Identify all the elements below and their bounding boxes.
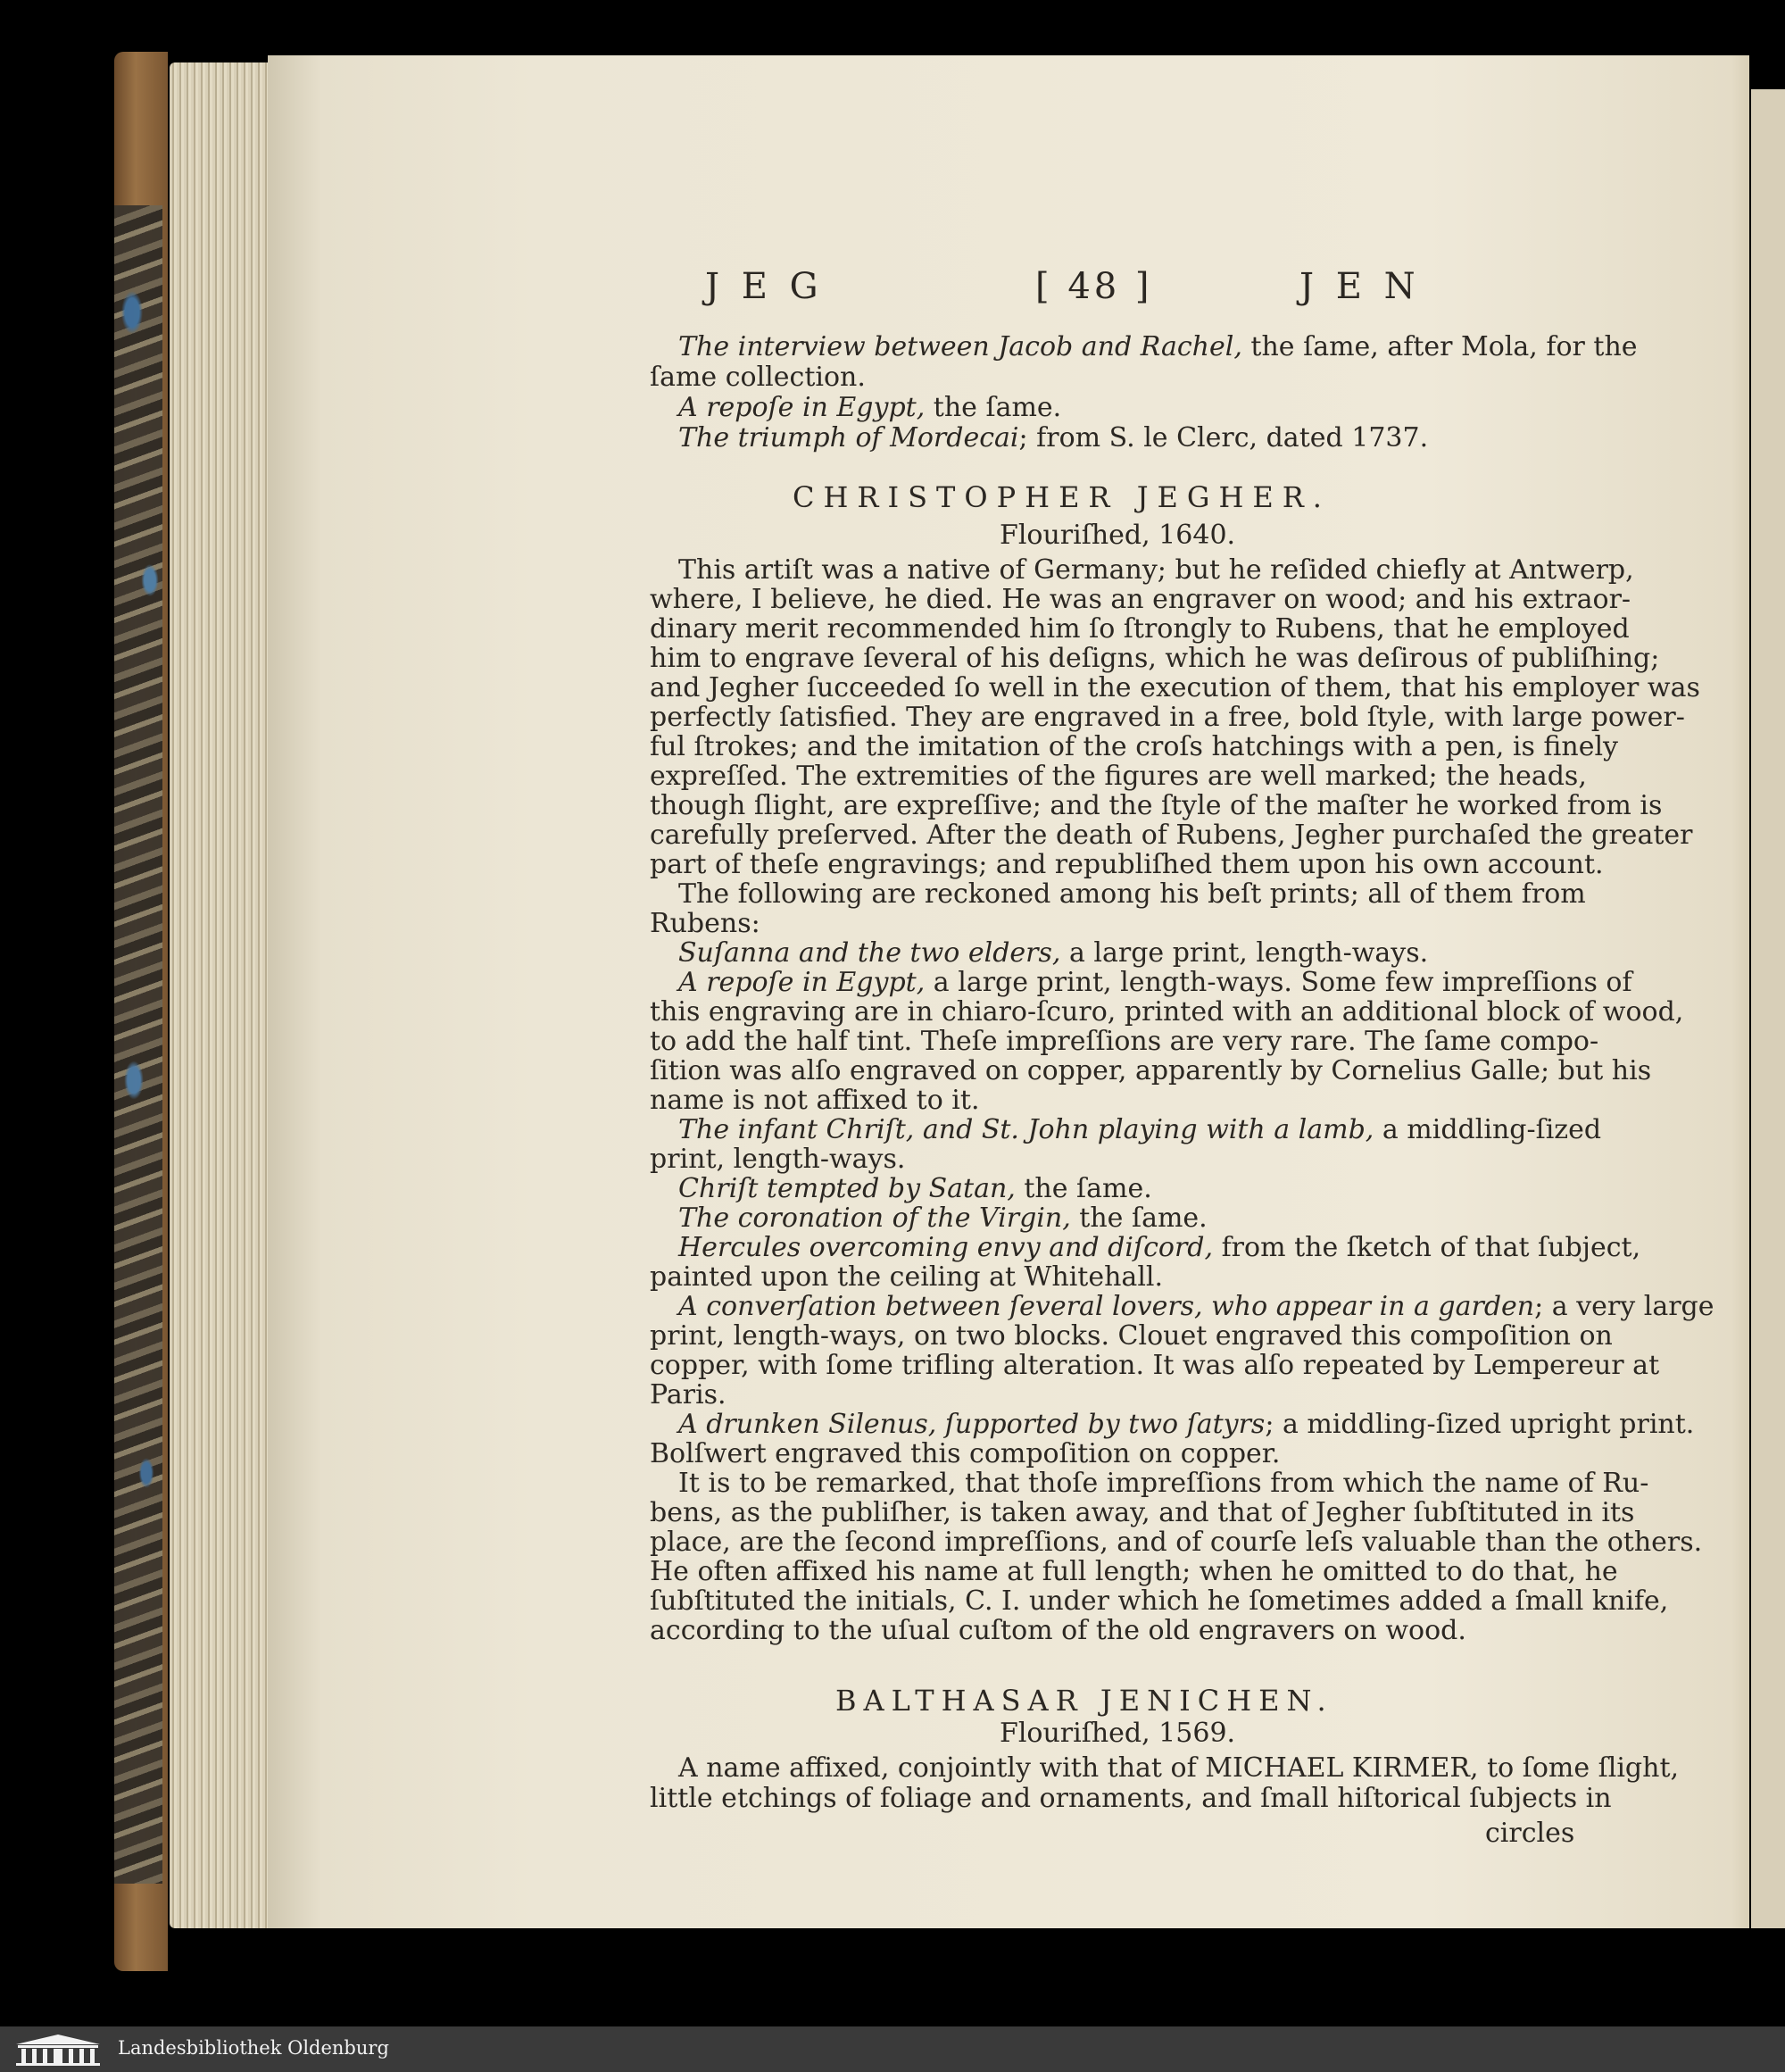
text-line: [650, 820, 1693, 851]
line-text: name is not affixed to it.: [650, 1085, 980, 1116]
text-line: [650, 1497, 1635, 1528]
line-text: a large print, length-ways.: [1060, 937, 1429, 969]
line-text: carefully preſerved. After the death of Rubens, Jegher purchaſed the greater: [650, 820, 1693, 851]
italic-title: The infant Chriſt, and St. John playing with a lamb,: [678, 1114, 1374, 1145]
text-line: [650, 1350, 1660, 1381]
page-number: [ 48 ]: [1035, 266, 1153, 307]
text-line: [650, 643, 1660, 674]
library-building-icon: [9, 2032, 107, 2068]
line-text: the ſame.: [1015, 1173, 1152, 1204]
line-text: from the ſketch of that ſubject,: [1213, 1232, 1641, 1263]
text-line: [650, 1556, 1618, 1587]
line-text: ; a very large: [1534, 1291, 1714, 1322]
line-text: according to the uſual cuſtom of the old engravers on wood.: [650, 1615, 1466, 1646]
line-text: Paris.: [650, 1379, 726, 1410]
catchword: circles: [1485, 1818, 1575, 1849]
text-line: [650, 672, 1700, 703]
facing-page-edge: [1751, 89, 1785, 1928]
text-line: [650, 702, 1685, 733]
line-text: Rubens:: [650, 908, 760, 939]
line-text: little etchings of foliage and ornaments, and ſmall hiſtorical ſubjects in: [650, 1783, 1612, 1814]
italic-title: Chriſt tempted by Satan,: [678, 1173, 1016, 1204]
line-text: He often affixed his name at full length; when he omitted to do that, he: [650, 1556, 1618, 1587]
italic-title: The triumph of Mordecai: [678, 422, 1019, 454]
italic-title: A repoſe in Egypt,: [678, 967, 926, 998]
italic-title: Suſanna and the two elders,: [678, 937, 1061, 969]
text-line: [678, 1174, 1560, 1204]
text-line: [650, 1380, 1560, 1410]
line-text: ſition was alſo engraved on copper, apparently by Cornelius Galle; but his: [650, 1055, 1652, 1086]
text-line: [650, 761, 1587, 792]
line-text: a middling-ſized: [1374, 1114, 1602, 1145]
text-line: [678, 1203, 1560, 1234]
text-line: [650, 1144, 1560, 1175]
line-text: It is to be remarked, that thoſe impreſſions from which the name of Ru-: [678, 1468, 1649, 1499]
line-text: ful ſtrokes; and the imitation of the croſs hatchings with a pen, is finely: [650, 731, 1619, 762]
text-line: [650, 1783, 1612, 1814]
text-line: [650, 731, 1619, 762]
line-text: a large print, length-ways. Some few impreſſions of: [925, 967, 1632, 998]
running-head-right: J E N: [1299, 266, 1421, 307]
italic-title: The interview between Jacob and Rachel,: [678, 331, 1242, 362]
line-text: him to engrave ſeveral of his deſigns, which he was deſirous of publiſhing;: [650, 643, 1660, 674]
text-line: [650, 1527, 1703, 1558]
line-text: to add the half tint. Theſe impreſſions are very rare. The ſame compo-: [650, 1026, 1599, 1057]
flourished-jegher: Flouriſhed, 1640.: [1000, 520, 1236, 551]
text-line: [650, 996, 1684, 1028]
line-text: ſubſtituted the initials, C. I. under which he ſometimes added a ſmall knife,: [650, 1585, 1669, 1617]
italic-title: Hercules overcoming envy and diſcord,: [678, 1232, 1214, 1263]
line-text: perfectly ſatisfied. They are engraved in a free, bold ſtyle, with large power-: [650, 702, 1685, 733]
line-text: This artiſt was a native of Germany; but he reſided chiefly at Antwerp,: [678, 554, 1634, 586]
line-text: ; from S. le Clerc, dated 1737.: [1018, 422, 1429, 454]
line-text: where, I believe, he died. He was an engraver on wood; and his extraor-: [650, 584, 1631, 615]
flourished-jenichen: Flouriſhed, 1569.: [1000, 1718, 1236, 1749]
line-text: this engraving are in chiaro-ſcuro, printed with an additional block of wood,: [650, 996, 1684, 1028]
text-line: [678, 393, 1560, 423]
line-text: ; a middling-ſized upright print.: [1265, 1409, 1695, 1440]
italic-title: A repoſe in Egypt,: [678, 392, 926, 423]
text-line: [678, 967, 1632, 998]
text-line: [650, 790, 1663, 821]
line-text: dinary merit recommended him ſo ſtrongly to Rubens, that he employed: [650, 613, 1630, 645]
line-text: and Jegher ſucceeded ſo well in the execution of them, that his employer was: [650, 672, 1700, 703]
text-line: [650, 1026, 1599, 1057]
line-text: bens, as the publiſher, is taken away, and that of Jegher ſubſtituted in its: [650, 1497, 1635, 1528]
text-line: [650, 1055, 1652, 1086]
italic-title: The coronation of the Virgin,: [678, 1202, 1071, 1234]
text-line: [678, 878, 1586, 910]
text-line: [650, 909, 1560, 939]
text-line: [678, 1291, 1714, 1322]
line-text: part of theſe engravings; and republiſhed them upon his own account.: [650, 849, 1604, 880]
text-line: [650, 1262, 1560, 1293]
line-text: though ſlight, are expreſſive; and the ſtyle of the maſter he worked from is: [650, 790, 1663, 821]
text-line: [678, 554, 1634, 586]
italic-title: A drunken Silenus, ſupported by two ſatyrs: [678, 1409, 1266, 1440]
text-line: [650, 584, 1631, 615]
line-text: Bolſwert engraved this compoſition on copper.: [650, 1438, 1281, 1469]
line-text: print, length-ways.: [650, 1144, 906, 1175]
text-line: [650, 849, 1604, 880]
text-line: [678, 1409, 1695, 1440]
line-text: expreſſed. The extremities of the figures are well marked; the heads,: [650, 761, 1587, 792]
library-name: Landesbibliothek Oldenburg: [118, 2037, 389, 2059]
line-text: the ſame, after Mola, for the: [1241, 331, 1638, 362]
text-line: [650, 613, 1630, 645]
line-text: the ſame.: [925, 392, 1062, 423]
italic-title: A converſation between ſeveral lovers, who appear in a garden: [678, 1291, 1535, 1322]
line-text: the ſame.: [1070, 1202, 1208, 1234]
text-line: [650, 1086, 1560, 1116]
line-text: A name affixed, conjointly with that of MICHAEL KIRMER, to ſome ſlight,: [678, 1752, 1680, 1784]
text-line: [678, 331, 1638, 362]
text-line: [650, 1616, 1560, 1646]
text-line: [678, 938, 1560, 969]
text-line: [650, 1585, 1669, 1617]
text-line: [678, 1114, 1602, 1145]
line-text: print, length-ways, on two blocks. Clouet engraved this compoſition on: [650, 1320, 1613, 1352]
text-line: [678, 1752, 1680, 1784]
running-head-left: J E G: [705, 266, 824, 307]
text-line: [650, 1320, 1613, 1352]
library-footer-bar: [0, 2026, 1785, 2072]
line-text: The following are reckoned among his beſt prints; all of them from: [678, 878, 1586, 910]
line-text: place, are the ſecond impreſſions, and of courſe leſs valuable than the others.: [650, 1527, 1703, 1558]
text-line: [678, 1232, 1641, 1263]
marbled-endpaper: [114, 205, 162, 1884]
text-line: [678, 423, 1560, 454]
section-title-jegher: CHRISTOPHER JEGHER.: [793, 480, 1331, 514]
text-line: [650, 362, 1560, 393]
line-text: copper, with ſome trifling alteration. It was alſo repeated by Lempereur at: [650, 1350, 1660, 1381]
text-line: [650, 1439, 1560, 1469]
text-line: [678, 1468, 1649, 1499]
line-text: ſame collection.: [650, 362, 866, 393]
section-title-jenichen: BALTHASAR JENICHEN.: [835, 1684, 1333, 1718]
line-text: painted upon the ceiling at Whitehall.: [650, 1261, 1164, 1293]
